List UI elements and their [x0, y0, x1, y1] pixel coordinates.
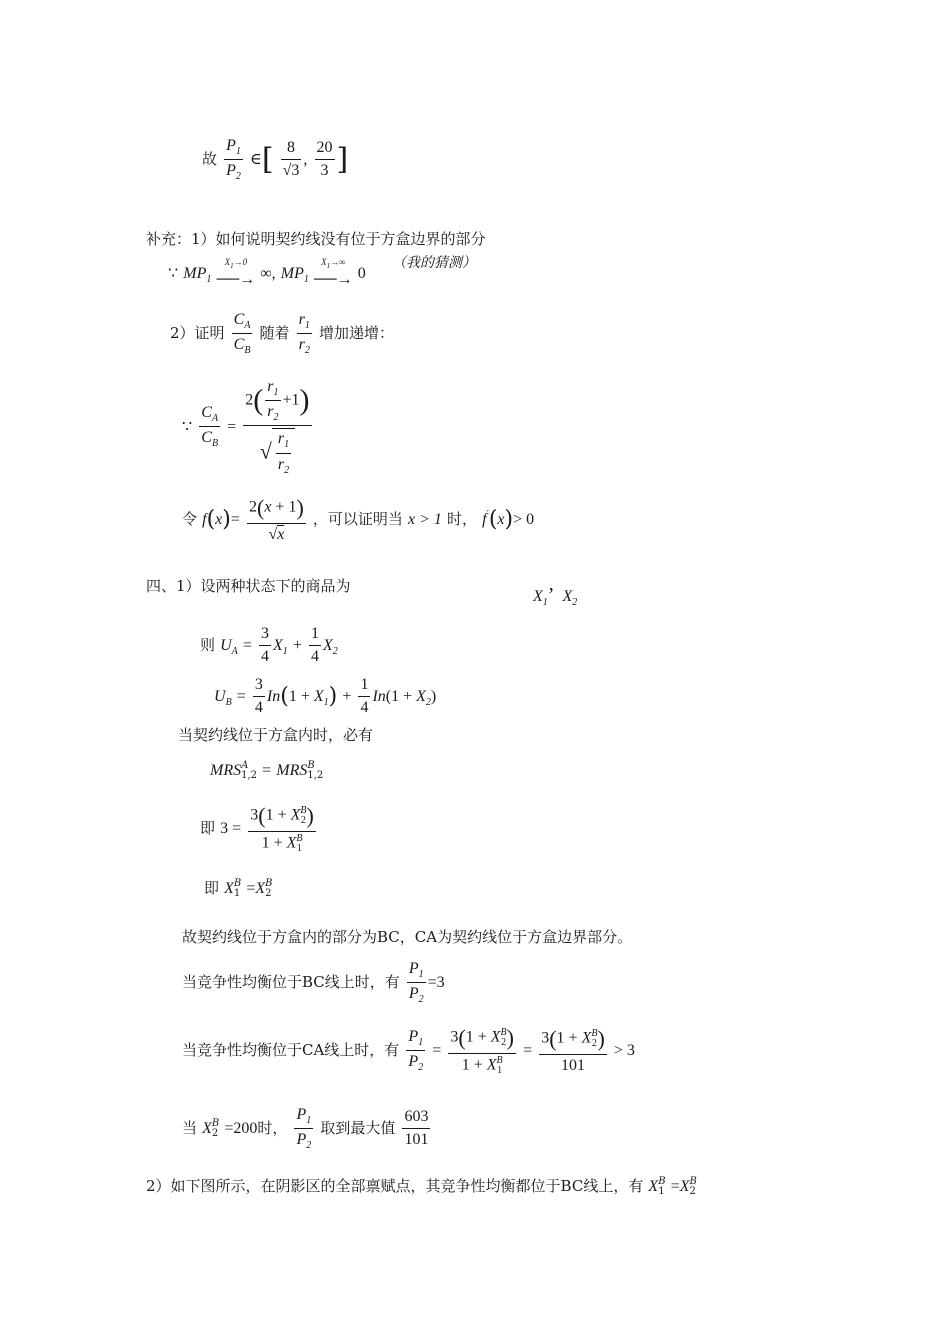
utility-b: $U_B$ = $\frac{3}{4}$ $In(1 + X_1)$ + $\frac{1}{4}$ $In(1 + X_2)$: [214, 676, 437, 716]
contract-conclusion: 故契约线位于方盒内的部分为BC，CA为契约线位于方盒边界部分。: [182, 928, 633, 946]
contract-inside-statement: 当契约线位于方盒内时，必有: [178, 726, 374, 744]
fraction-20-3: $\frac{20}{3}$: [316, 139, 333, 180]
fraction-r1-r2: $\frac{r_1}{r_2}$: [298, 311, 310, 357]
fraction-p1-p2: $\frac{P_1}{P_2}$: [226, 137, 241, 183]
fraction-ca-cb: $\frac{C_A}{C_B}$: [233, 311, 251, 357]
utility-a: 则 $U_A$ = $\frac{3}{4}$ $X_1$ + $\frac{1}{4}$ $X_2$: [200, 625, 338, 665]
equilibrium-ca: 当竞争性均衡位于CA线上时，有 $\frac{P_1}{P_2}$ = 3(1 + X B 2 ) 1 + X B 1 = 3(1 + X B 2 ) 101 > 3: [182, 1025, 635, 1076]
mrs-equality: MRS A 1,2 = MRS B 1,2: [210, 759, 324, 781]
x-equality: 即 X B 1 =X B 2: [204, 877, 273, 899]
supplement-heading: 补充：1）如何说明契约线没有位于方盒边界的部分: [146, 230, 486, 248]
function-def-line: 令 f(x)= $\frac{2(x + 1)}{√x}$ ，可以证明当 x > 1 时， f′(x)> 0: [182, 495, 535, 543]
section4-heading: 四、1）设两种状态下的商品为: [146, 577, 351, 595]
guess-note: （我的猜测）: [392, 255, 476, 271]
mp-limit-line: ∵ $MP_1$ $X_1\to 0$ ──→ ∞, $MP_1$ $X_1\to\infty$ ──→ 0: [168, 257, 366, 288]
proof-statement: 2）证明 $\frac{C_A}{C_B}$ 随着 $\frac{r_1}{r_2}$ 增加递增：: [170, 311, 394, 357]
ca-cb-formula: ∵ $\frac{C_A}{C_B}$ = 2( $\frac{r_1}{r_2}$ +1) √ $\frac{r_1}{r_2}$: [182, 378, 310, 476]
fraction-8-sqrt3: $\frac{8}{√3}$: [282, 139, 300, 180]
label-gu: 故: [202, 150, 218, 169]
goods-vars: $X_1$’ $X_2$: [533, 584, 578, 609]
equilibrium-bc: 当竞争性均衡位于BC线上时，有 $\frac{P_1}{P_2}$ =3: [182, 960, 445, 1006]
part2-statement: 2）如下图所示，在阴影区的全部禀赋点，其竞争性均衡都位于BC线上，有 X B 1 =X B 2: [146, 1175, 697, 1197]
mrs-condition: 即 3 = 3(1 + X B 2 ) 1 + X B 1: [200, 803, 314, 854]
result-range-line: 故 $\frac{P_1}{P_2}$ ∈[ $\frac{8}{√3}$ , $\frac{20}{3}$ ]: [202, 137, 349, 183]
max-value-line: 当 X B 2 =200时， $\frac{P_1}{P_2}$ 取到最大值 $\frac{603}{101}$: [182, 1106, 429, 1152]
